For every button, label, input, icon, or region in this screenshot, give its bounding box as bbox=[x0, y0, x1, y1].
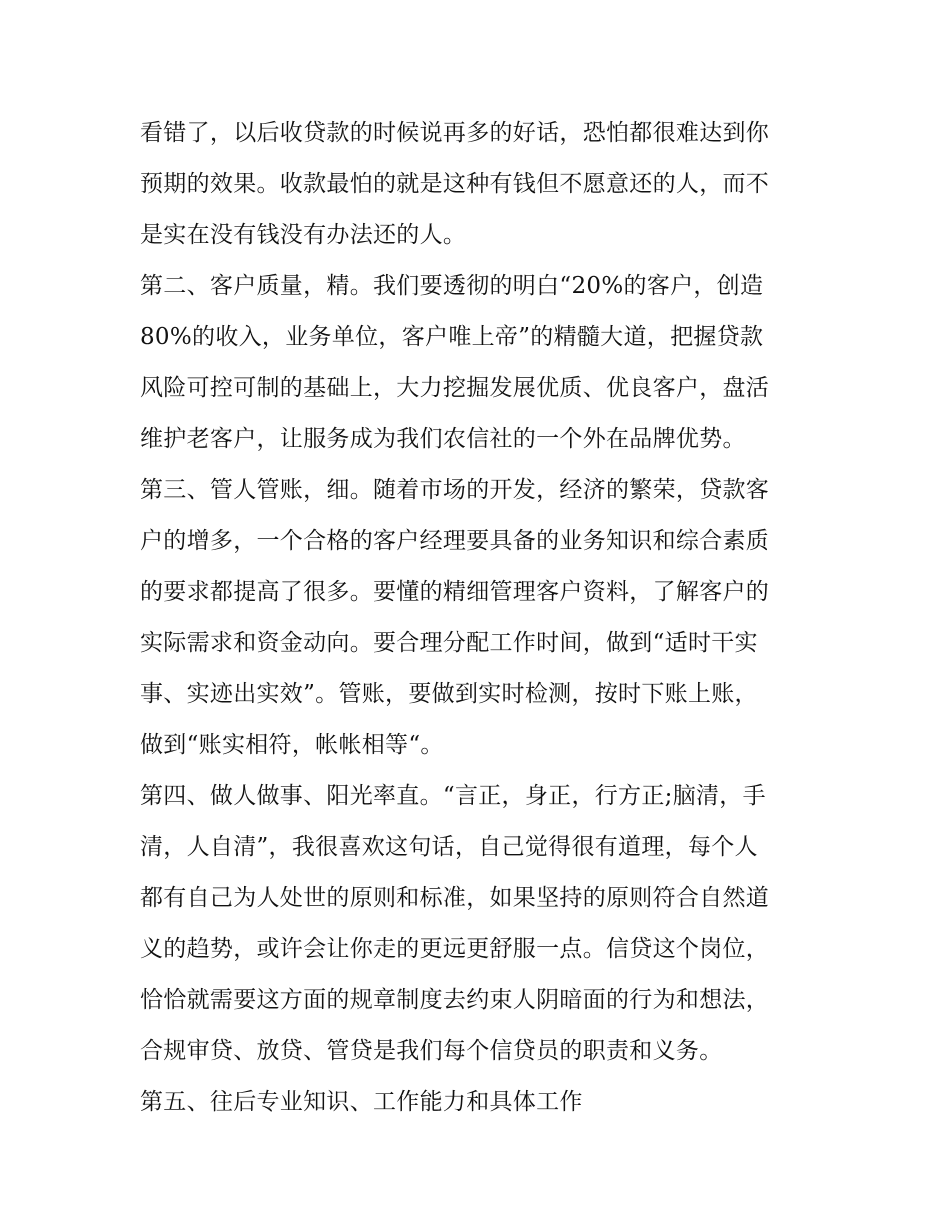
text-line: 第五、往后专业知识、工作能力和具体工作 bbox=[140, 1089, 583, 1115]
text-line: 事、实迹出实效”。管账，要做到实时检测，按时下账上账， bbox=[140, 681, 758, 707]
text-line: 户的增多，一个合格的客户经理要具备的业务知识和综合素质 bbox=[140, 528, 770, 554]
text-line: 都有自己为人处世的原则和标准，如果坚持的原则符合自然道 bbox=[140, 885, 770, 911]
text-line: 预期的效果。收款最怕的就是这种有钱但不愿意还的人，而不 bbox=[140, 171, 770, 197]
text-line: 做到“账实相符，帐帐相等“。 bbox=[140, 732, 444, 758]
text-line: 清，人自清”，我很喜欢这句话，自己觉得很有道理，每个人 bbox=[140, 834, 758, 860]
text-line: 维护老客户，让服务成为我们农信社的一个外在品牌优势。 bbox=[140, 426, 746, 452]
text-line: 第四、做人做事、阳光率直。“言正，身正，行方正;脑清，手 bbox=[140, 783, 766, 809]
text-line: 是实在没有钱没有办法还的人。 bbox=[140, 222, 467, 248]
text-line: 义的趋势，或许会让你走的更远更舒服一点。信贷这个岗位， bbox=[140, 936, 770, 962]
text-line: 看错了，以后收贷款的时候说再多的好话，恐怕都很难达到你 bbox=[140, 120, 770, 146]
body-text bbox=[140, 108, 820, 1128]
text-line: 第三、管人管账，细。随着市场的开发，经济的繁荣，贷款客 bbox=[140, 477, 770, 503]
text-line: 第二、客户质量，精。我们要透彻的明白“20%的客户，创造 bbox=[140, 273, 764, 299]
text-line: 的要求都提高了很多。要懂的精细管理客户资料，了解客户的 bbox=[140, 579, 770, 605]
text-line: 合规审贷、放贷、管贷是我们每个信贷员的职责和义务。 bbox=[140, 1038, 723, 1064]
text-line: 恰恰就需要这方面的规章制度去约束人阴暗面的行为和想法， bbox=[140, 987, 770, 1013]
text-line: 风险可控可制的基础上，大力挖掘发展优质、优良客户，盘活 bbox=[140, 375, 770, 401]
text-line: 实际需求和资金动向。要合理分配工作时间，做到“适时干实 bbox=[140, 630, 758, 656]
text-line: 80%的收入，业务单位，客户唯上帝”的精髓大道，把握贷款 bbox=[140, 324, 764, 350]
